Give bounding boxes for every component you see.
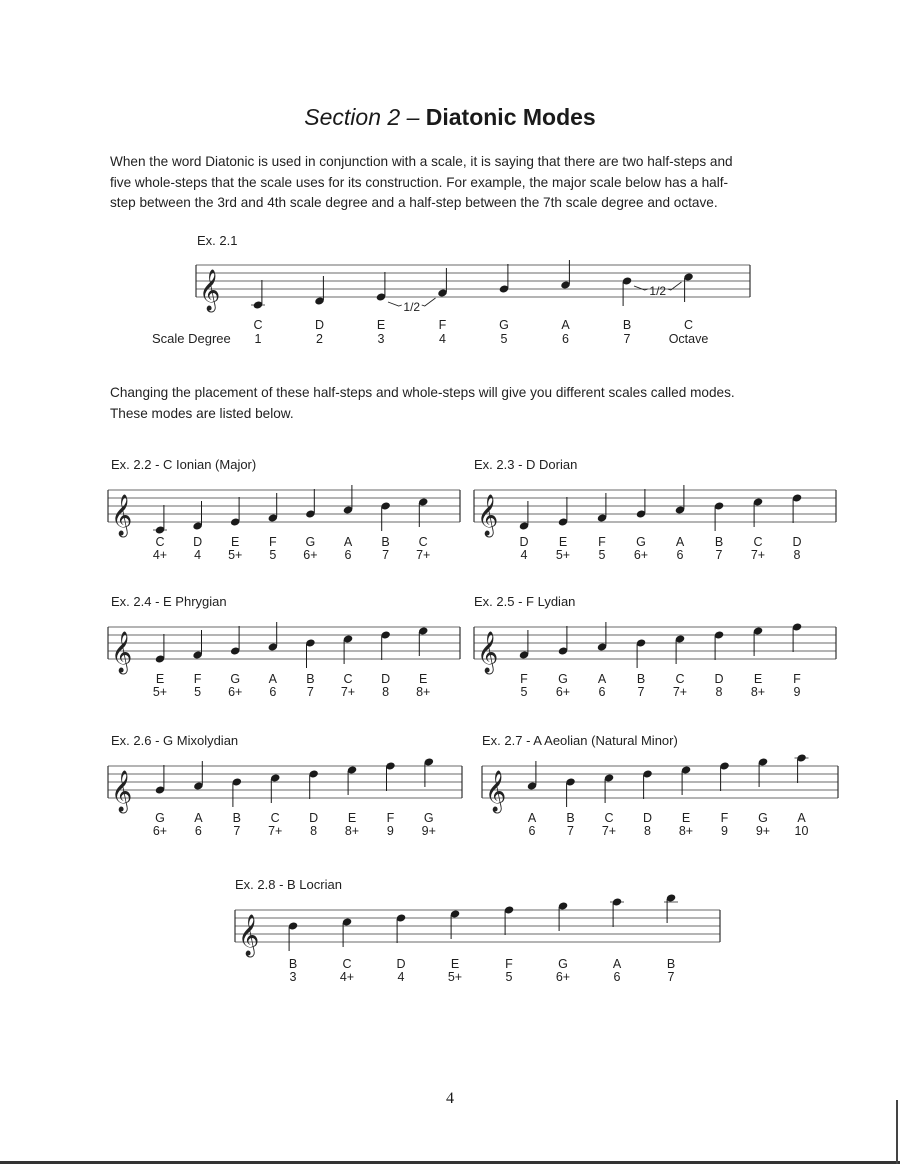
note [527,761,538,791]
note-name: D [519,535,529,549]
scale-degree: 4 [194,548,202,562]
note [795,753,809,783]
note-name: F [386,811,395,825]
scale-degree: 7 [382,548,390,562]
note-name: B [622,318,632,332]
note [597,622,608,652]
note [560,260,571,290]
scale-degree: 4 [520,548,528,562]
note-name: C [342,957,352,971]
scale-degree: 9+ [421,824,436,838]
note-name: A [597,672,607,686]
note [675,634,686,664]
note [268,622,279,652]
staff [108,490,460,522]
note-name: C [155,535,165,549]
note [504,905,515,935]
treble-clef-icon: 𝄞 [238,915,260,956]
note [418,497,429,527]
scale-degree: 6+ [228,685,243,699]
note [343,634,354,664]
scale-degree: 8 [310,824,318,838]
scale-degree: 5+ [555,548,571,562]
note [305,489,316,519]
scale-degree: 6 [528,824,536,838]
note [251,280,265,310]
note-name: B [288,957,298,971]
scale-degree: 7 [306,685,314,699]
note-name: A [268,672,277,686]
note [758,757,769,787]
note [343,485,354,515]
note-name: F [438,318,447,332]
note-name: F [268,535,277,549]
note [385,761,396,791]
example-label: Ex. 2.2 - C Ionian (Major) [111,457,257,472]
half-step-bracket-left [388,302,402,306]
intro-line: step between the 3rd and 4th scale degree and a half-step between the 7th scale degree and octave. [110,195,718,210]
scale-degree: 9 [793,685,801,699]
scale-degree: 8+ [750,685,766,699]
note-name: C [270,811,280,825]
scale-degree: 6 [676,548,684,562]
note [636,489,647,519]
scale-degree: 6 [269,685,277,699]
note [232,777,243,807]
note-name: D [193,535,203,549]
example-2-7-aeolian [472,728,844,846]
note [683,272,694,302]
note [155,634,166,664]
example-label: Ex. 2.6 - G Mixolydian [111,733,239,748]
note-name: D [381,672,391,686]
intro-line: five whole-steps that the scale uses for its construction. For example, the major scale below has a half- [110,174,729,190]
note [396,913,407,943]
scale-degree: 6+ [555,685,571,699]
example-2-4-phrygian [100,589,470,707]
treble-clef-icon: 𝄞 [199,270,221,311]
scale-degree: 1 [254,332,262,346]
note-name: B [381,535,390,549]
half-step-label: 1/2 [403,300,421,314]
example-label: Ex. 2.4 - E Phrygian [111,594,227,609]
scale-degree: 3 [289,970,297,984]
half-step-marker [634,282,682,298]
note-name: D [309,811,319,825]
note [347,765,358,795]
note [642,769,653,799]
note-name: E [347,811,357,825]
note [288,921,299,951]
note-name: C [418,535,428,549]
note [714,501,725,531]
note [792,622,803,652]
note-name: B [306,672,315,686]
note-name: E [419,672,428,686]
note-name: F [193,672,202,686]
intro-line: When the word Diatonic is used in conjunction with a scale, it is saying that there are two half-steps and [110,154,733,169]
scale-degree: 7+ [416,548,431,562]
note [597,493,608,523]
note-name: G [636,535,646,549]
scale-degree: 6 [598,685,606,699]
note [558,901,569,931]
note-name: B [636,672,646,686]
note [230,626,241,656]
note [424,757,435,787]
scale-degree: 4 [397,970,405,984]
note [193,761,204,791]
note [558,626,569,656]
note-name: E [155,672,165,686]
example-2-5-lydian [464,589,844,707]
note-name: G [305,535,316,549]
scale-degree: 5 [194,685,202,699]
scale-degree: 6+ [303,548,318,562]
note [418,626,429,656]
notes [153,485,428,535]
example-label: Ex. 2.1 [197,233,238,248]
note-name: A [675,535,685,549]
treble-clef-icon: 𝄞 [111,495,133,536]
note [519,501,530,531]
note [636,638,647,668]
example-2-3-dorian [464,452,844,570]
notes [251,260,694,310]
note-name: G [558,957,568,971]
note [714,630,725,660]
scale-degree: 5 [598,548,606,562]
scale-degree: 5+ [152,685,168,699]
note-name: E [450,957,460,971]
scale-degree: 9 [386,824,394,838]
note-name: C [675,672,685,686]
note [792,493,803,523]
note [558,497,569,527]
note [719,761,730,791]
staff [196,265,750,297]
scale-degree: 10 [794,824,809,838]
scale-degree: 7 [715,548,723,562]
note-name: G [423,811,434,825]
scale-degree: 6 [562,332,569,346]
note [664,893,678,923]
note-name: B [566,811,575,825]
note-name: D [314,318,325,332]
note [308,769,319,799]
scale-degree: 5+ [228,548,243,562]
scale-degree: 4+ [152,548,168,562]
page-title-topic: Diatonic Modes [425,104,596,130]
example-2-2-ionian [100,452,470,570]
note [305,638,316,668]
note-name: C [253,318,263,332]
modes-line: These modes are listed below. [110,405,294,421]
note-name: F [598,535,606,549]
example-2-8-locrian [225,872,730,992]
note [565,777,576,807]
scale-degree: 7 [233,824,241,838]
note-name: A [612,957,622,971]
example-2-6-mixolydian [100,728,470,846]
note-name: B [232,811,241,825]
notes [527,753,809,807]
example-2-1-major-scale [130,228,770,353]
scale-degree: 6 [344,548,352,562]
note-name: F [520,672,528,686]
note-name: A [343,535,353,549]
scale-degree: 6+ [633,548,649,562]
page-right-border [896,1100,898,1164]
note-name: A [194,811,203,825]
note-name: E [376,318,386,332]
treble-clef-icon: 𝄞 [485,771,507,812]
note-name: D [642,811,653,825]
note-name: C [604,811,614,825]
note [230,497,241,527]
note [270,773,281,803]
scale-degree-label: Scale Degree [152,331,231,346]
note [519,630,530,660]
note [192,501,203,531]
scale-degree: 5 [520,685,528,699]
staff [235,910,720,942]
note-name: A [561,318,570,332]
scale-degree: 5 [269,548,277,562]
scale-degree: 7+ [750,548,766,562]
scale-degree: 5 [505,970,513,984]
note [753,497,764,527]
scale-degree: 4 [439,332,446,346]
scale-degree: 7 [667,970,675,984]
note-name: C [683,318,694,332]
scale-degree: 5+ [447,970,463,984]
note [376,272,387,302]
page-title [0,100,900,134]
scale-degree: 8 [644,824,651,838]
half-step-label: 1/2 [649,284,667,298]
note-name: E [753,672,763,686]
example-label: Ex. 2.5 - F Lydian [474,594,576,609]
half-step-bracket-right [422,298,436,306]
note [380,501,391,531]
scale-degree: 5 [500,332,508,346]
scale-degree: 8 [793,548,801,562]
scale-degree: 8+ [678,824,694,838]
scale-degree: 7 [623,332,631,346]
scale-degree: 9 [721,824,728,838]
staff [108,627,460,659]
scale-degree: 6 [613,970,621,984]
modes-paragraph [110,383,840,424]
scale-degree: 4+ [339,970,355,984]
note-name: G [499,318,509,332]
scale-degree: 9+ [755,824,771,838]
scale-degree: 2 [316,332,323,346]
treble-clef-icon: 𝄞 [477,495,499,536]
note-name: D [792,535,802,549]
note [155,765,166,795]
scale-degree: 6+ [152,824,168,838]
note [268,493,279,523]
note-name: B [714,535,724,549]
note [681,765,692,795]
note-name: F [793,672,801,686]
note [342,917,353,947]
scale-degree: 6+ [555,970,571,984]
intro-paragraph [110,152,840,214]
note-name: G [758,811,768,825]
note-name: A [527,811,537,825]
scale-degree: 7 [637,685,645,699]
note-name: E [558,535,568,549]
treble-clef-icon: 𝄞 [111,632,133,673]
note-name: A [797,811,806,825]
note [610,897,624,927]
staff [108,766,462,798]
scale-degree: 6 [194,824,202,838]
scale-degree: 7+ [601,824,617,838]
scale-degree: 8 [382,685,390,699]
treble-clef-icon: 𝄞 [111,771,133,812]
note-name: F [720,811,729,825]
scale-degree: 7+ [268,824,283,838]
note-name: G [230,672,241,686]
note-name: E [231,535,240,549]
note [675,485,686,515]
page-number: 4 [446,1090,454,1107]
example-label: Ex. 2.7 - A Aeolian (Natural Minor) [482,733,678,748]
note [153,505,167,535]
note [499,264,510,294]
scale-degree: 8 [715,685,723,699]
note-name: F [505,957,513,971]
notes [519,622,803,668]
note-name: D [396,957,406,971]
half-step-marker [388,298,436,314]
note-name: G [558,672,568,686]
example-label: Ex. 2.3 - D Dorian [474,457,578,472]
notes [519,485,803,531]
scale-degree: 7+ [340,685,356,699]
note [380,630,391,660]
note-name: E [681,811,691,825]
note [437,268,448,298]
scale-degree: 8+ [344,824,360,838]
note-name: C [753,535,763,549]
example-label: Ex. 2.8 - B Locrian [235,877,342,892]
page-title-section: Section 2 – [304,104,426,130]
scale-degree: 7 [567,824,574,838]
note-name: B [666,957,676,971]
note [753,626,764,656]
note-name: G [155,811,165,825]
note [314,276,325,306]
note [450,909,461,939]
note-name: C [343,672,353,686]
note [192,630,203,660]
modes-line: Changing the placement of these half-steps and whole-steps will give you different scales called modes. [110,385,735,400]
scale-degree: 8+ [416,685,431,699]
notes [155,622,429,668]
scale-degree: 7+ [672,685,688,699]
treble-clef-icon: 𝄞 [477,632,499,673]
note [622,276,633,306]
scale-degree: Octave [668,332,709,346]
scale-degree: 3 [377,332,385,346]
note [604,773,615,803]
note-name: D [714,672,724,686]
